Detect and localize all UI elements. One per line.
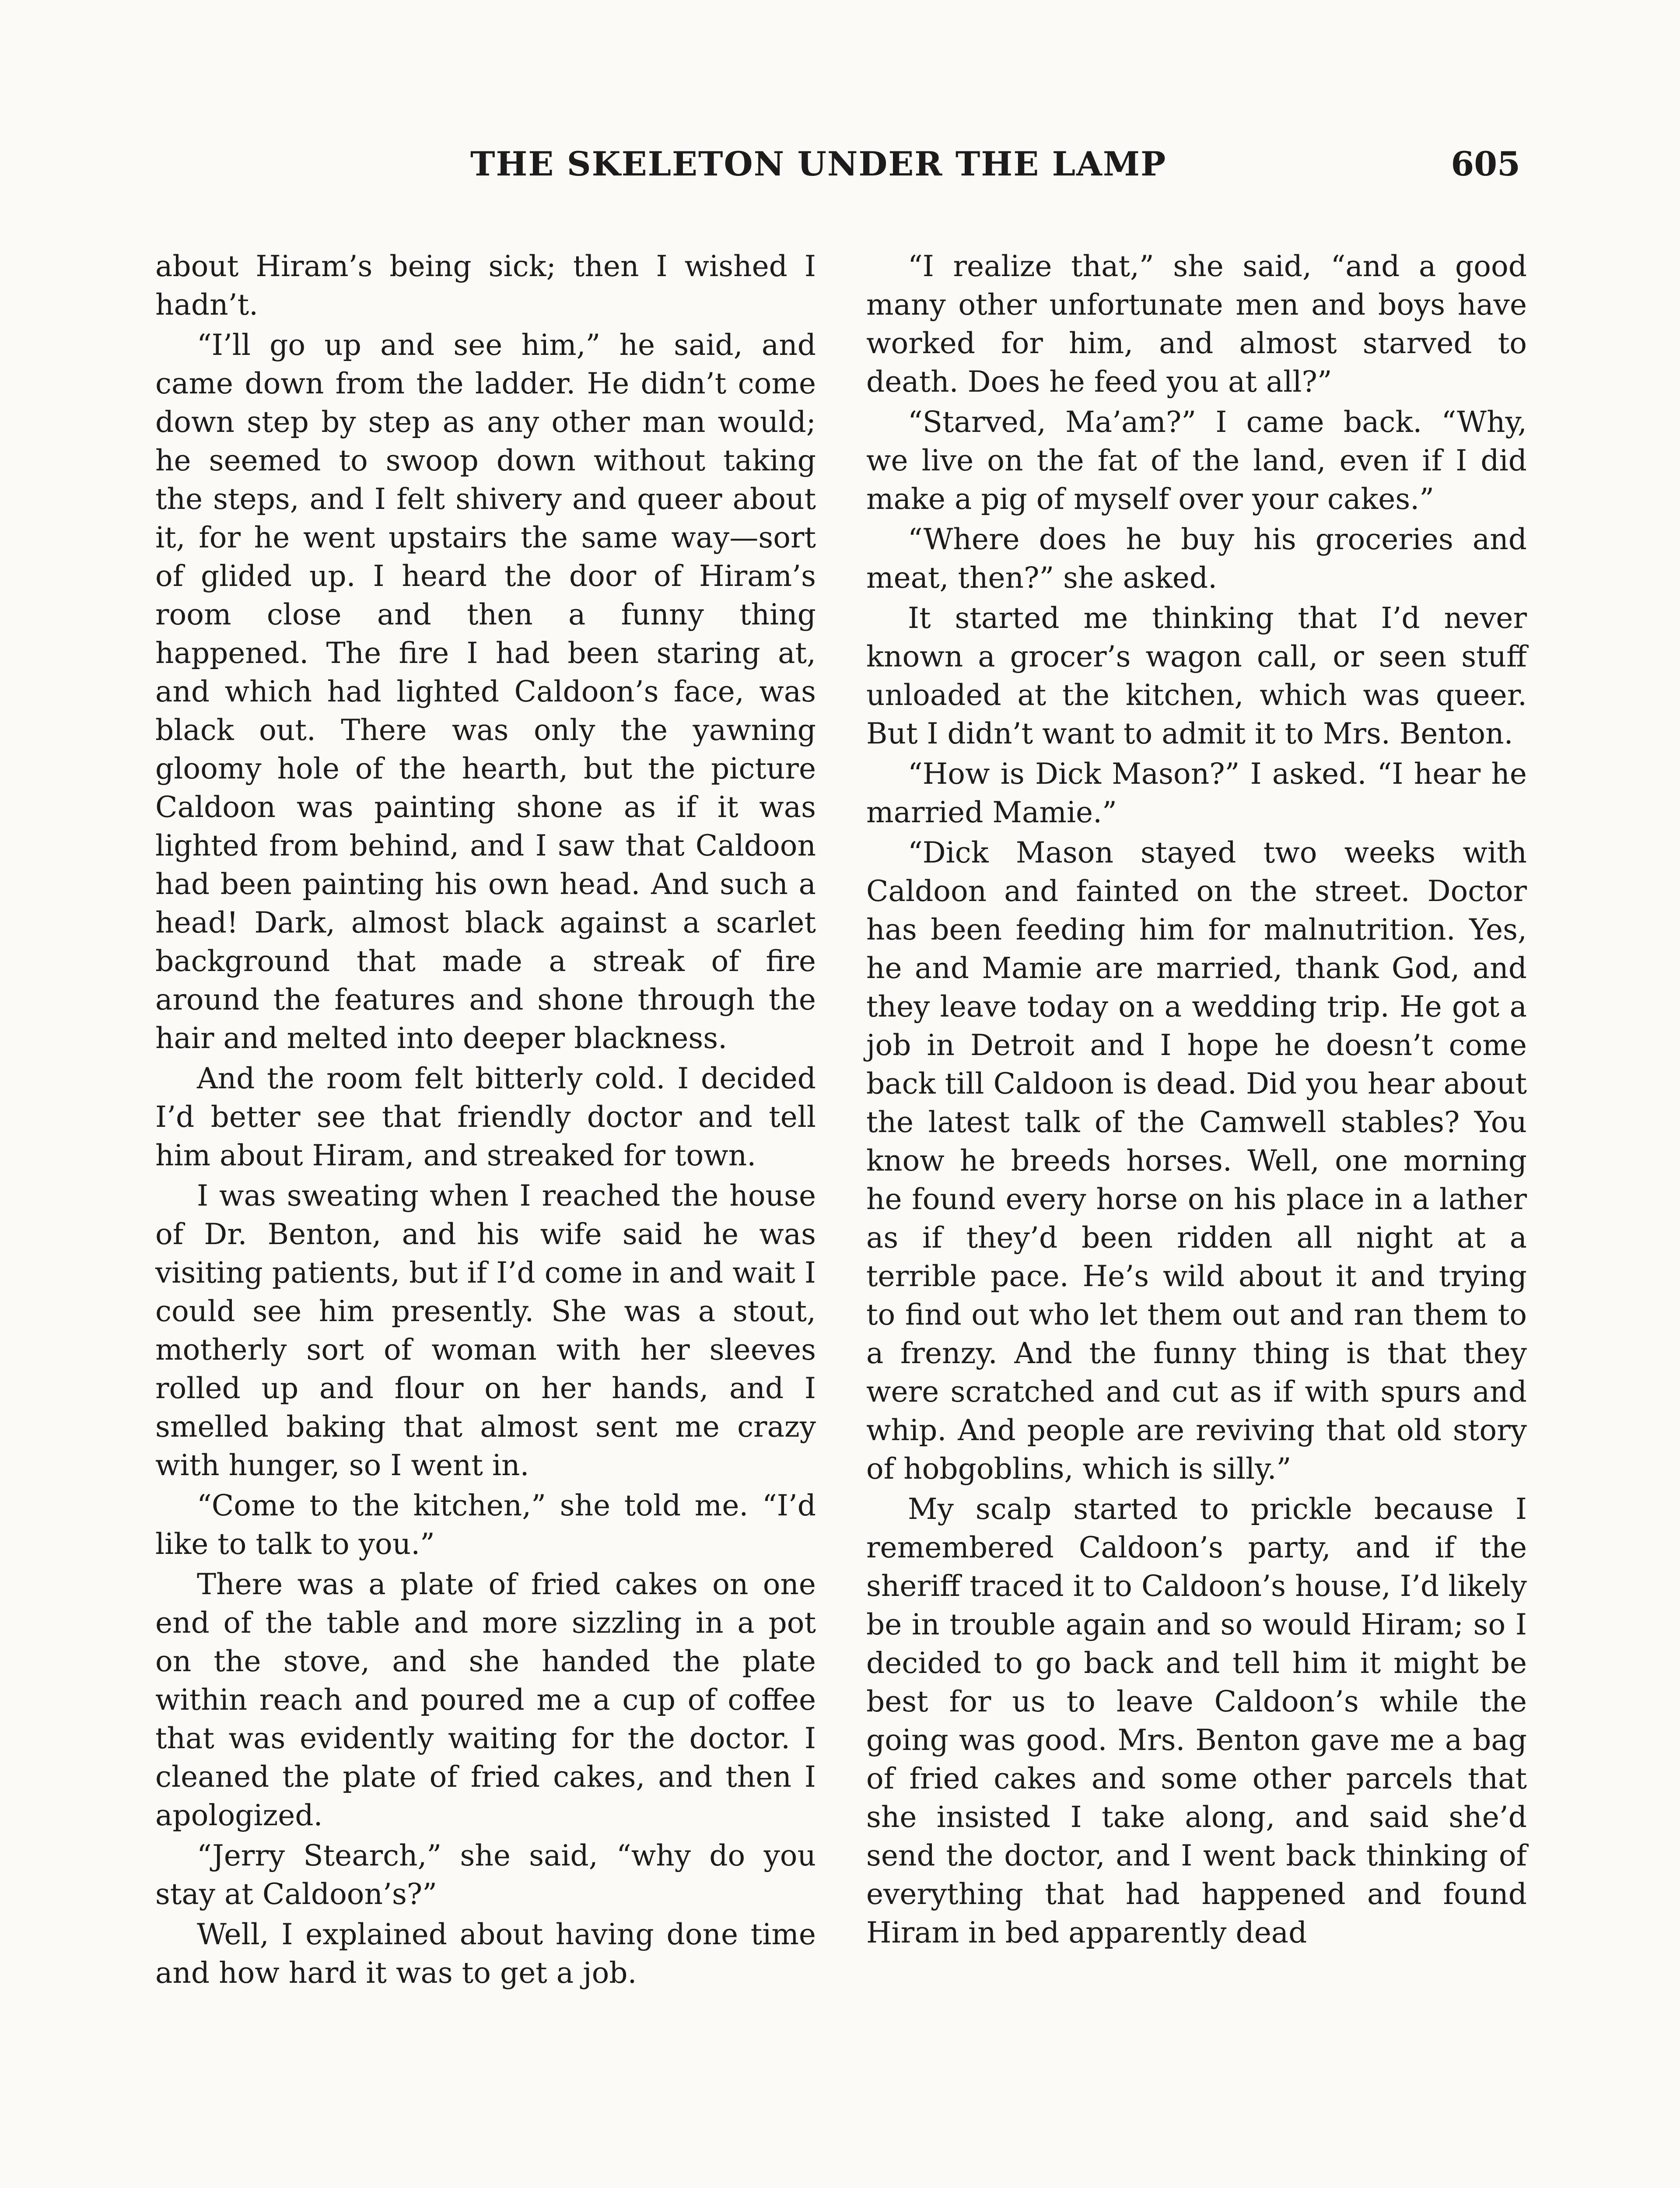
page-number: 605 <box>1451 144 1520 183</box>
paragraph: “Jerry Stearch,” she said, “why do you stay at Caldoon’s?” <box>155 1839 816 1911</box>
paragraph: There was a plate of fried cakes on one end of the table and more sizzling in a pot on the stove, and she handed the plate within reach and poured me a cup of coffee that was evidently waiting for the doctor. I cleaned the plate of fried cakes, and then I apologized. <box>155 1567 816 1832</box>
right-column <box>866 247 1527 1952</box>
paragraph: Well, I explained about having done time and how hard it was to get a job. <box>155 1918 816 1990</box>
paragraph: about Hiram’s being sick; then I wished I hadn’t. <box>155 249 816 322</box>
paragraph: It started me thinking that I’d never known a grocer’s wagon call, or seen stuff unloaded at the kitchen, which was queer. But I didn’t want to admit it to Mrs. Benton. <box>866 601 1527 750</box>
paragraph: “Where does he buy his groceries and meat, then?” she asked. <box>866 522 1527 595</box>
running-title: THE SKELETON UNDER THE LAMP <box>470 144 1167 183</box>
paragraph: I was sweating when I reached the house of Dr. Benton, and his wife said he was visiting patients, but if I’d come in and wait I could see him presently. She was a stout, motherly sort of woman with her sleeves rolled up and flour on her hands, and I smelled baking that almost sent me crazy with hunger, so I went in. <box>155 1179 816 1482</box>
paragraph: “I’ll go up and see him,” he said, and came down from the ladder. He didn’t come down step by step as any other man would; he seemed to swoop down without taking the steps, and I felt shivery and queer about it, for he went upstairs the same way—sort of glided up. I heard the door of Hiram’s room close and then a funny thing happened. The fire I had been staring at, and which had lighted Caldoon’s face, was black out. There was only the yawning gloomy hole of the hearth, but the picture Caldoon was painting shone as if it was lighted from behind, and I saw that Caldoon had been painting his own head. And such a head! Dark, almost black against a scarlet background that made a streak of fire around the features and shone through the hair and melted into deeper blackness. <box>155 328 816 1055</box>
paragraph: “Dick Mason stayed two weeks with Caldoon and fainted on the street. Doctor has been feeding him for malnutrition. Yes, he and Mamie are married, thank God, and they leave today on a wedding trip. He got a job in Detroit and I hope he doesn’t come back till Caldoon is dead. Did you hear about the latest talk of the Camwell stables? You know he breeds horses. Well, one morning he found every horse on his place in a lather as if they’d been ridden all night at a terrible pace. He’s wild about it and trying to find out who let them out and ran them to a frenzy. And the funny thing is that they were scratched and cut as if with spurs and whip. And people are reviving that old story of hobgoblins, which is silly.” <box>866 836 1527 1486</box>
left-column <box>155 247 816 1992</box>
paragraph: “Starved, Ma’am?” I came back. “Why, we live on the fat of the land, even if I did make a pig of myself over your cakes.” <box>866 405 1527 516</box>
paragraph: My scalp started to prickle because I remembered Caldoon’s party, and if the sheriff traced it to Caldoon’s house, I’d likely be in trouble again and so would Hiram; so I decided to go back and tell him it might be best for us to leave Caldoon’s while the going was good. Mrs. Benton gave me a bag of fried cakes and some other parcels that she insisted I take along, and said she’d send the doctor, and I went back thinking of everything that had happened and found Hiram in bed apparently dead <box>866 1492 1527 1950</box>
page-header <box>0 144 1680 197</box>
paragraph: “Come to the kitchen,” she told me. “I’d like to talk to you.” <box>155 1489 816 1561</box>
paragraph: And the room felt bitterly cold. I decided I’d better see that friendly doctor and tell him about Hiram, and streaked for town. <box>155 1062 816 1172</box>
paragraph: “How is Dick Mason?” I asked. “I hear he married Mamie.” <box>866 757 1527 829</box>
paragraph: “I realize that,” she said, “and a good many other unfortunate men and boys have worked for him, and almost starved to death. Does he feed you at all?” <box>866 249 1527 399</box>
